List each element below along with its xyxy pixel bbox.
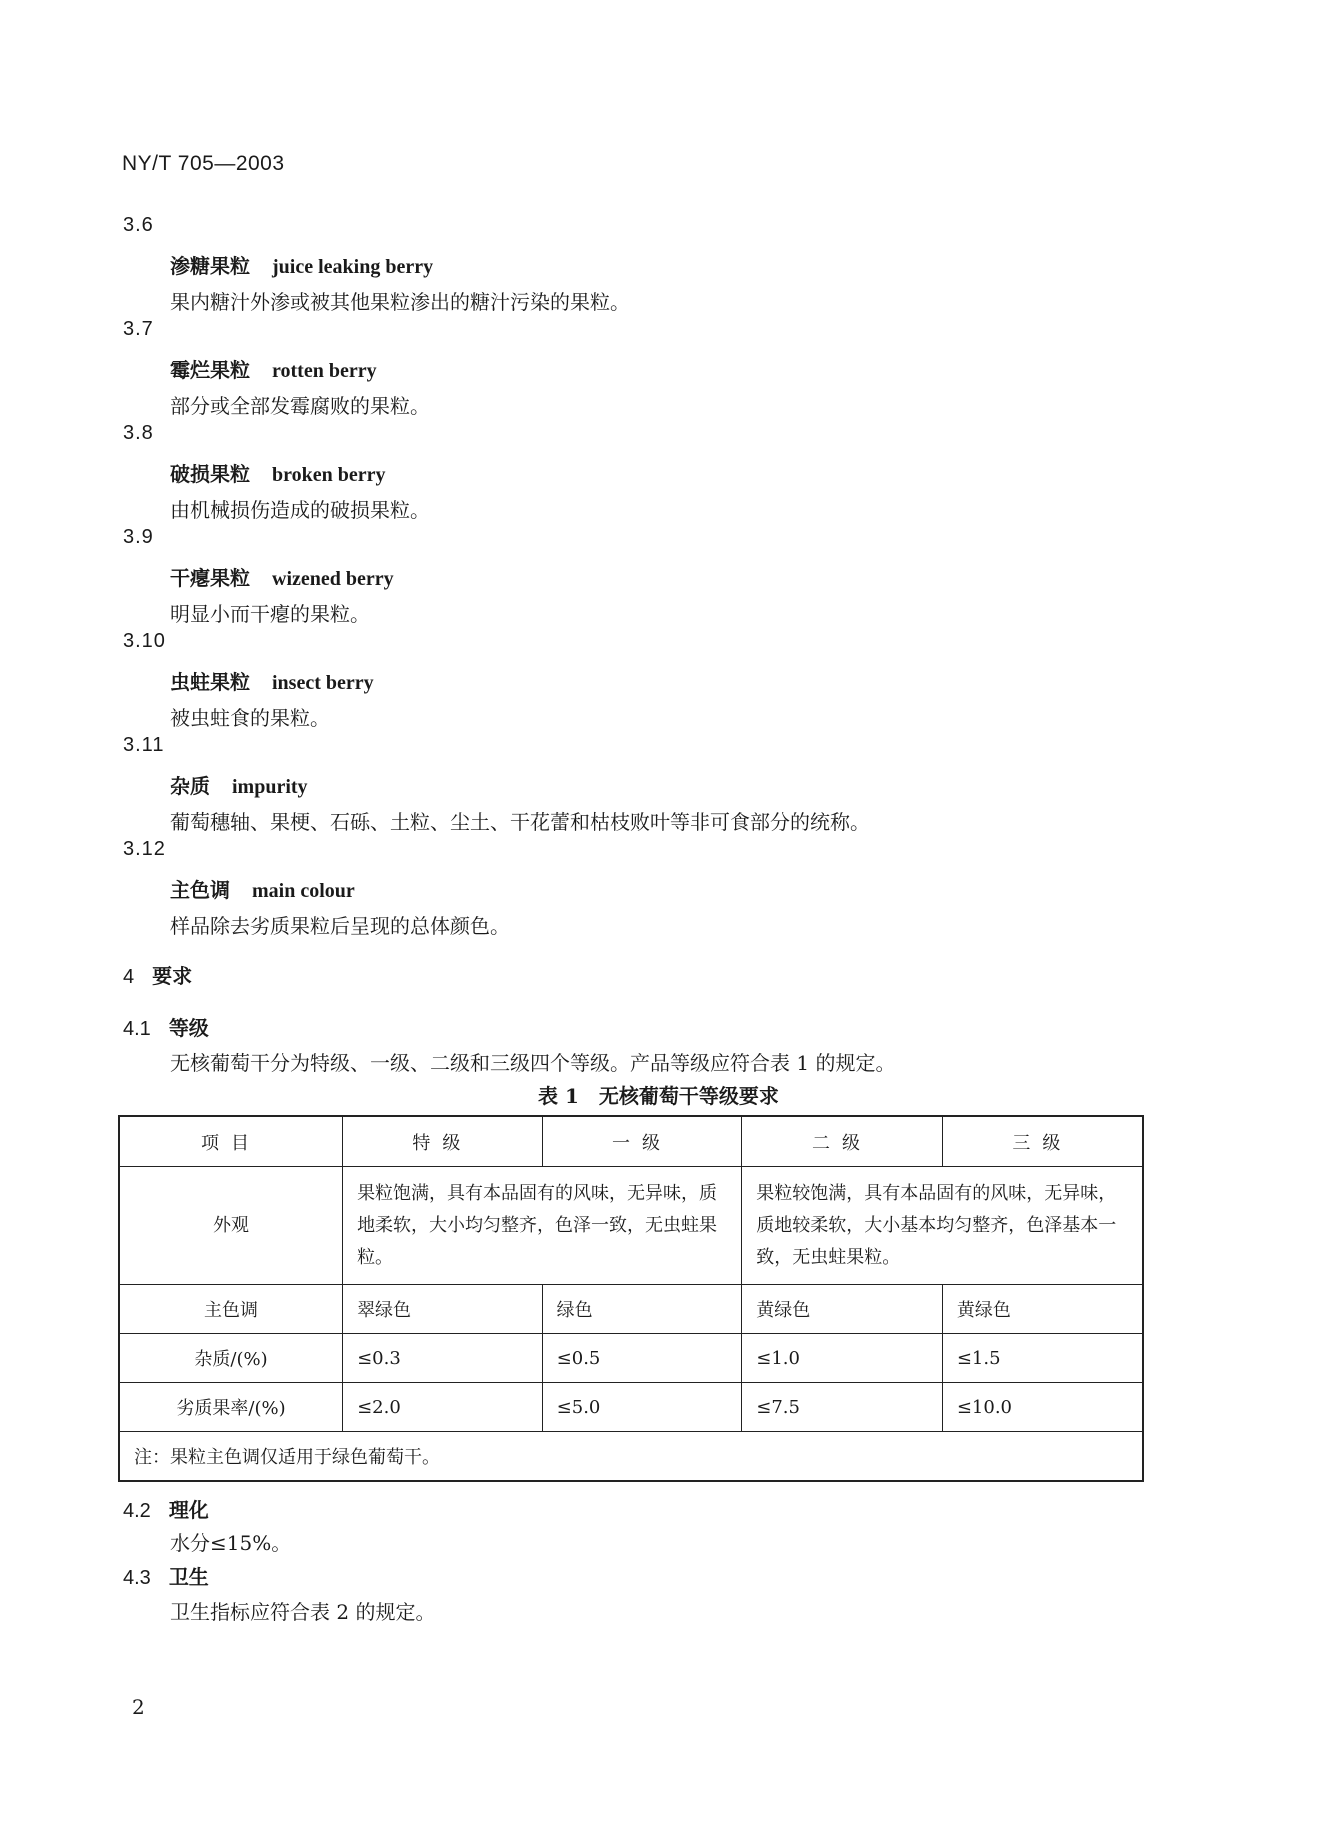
clause-number: 3.10 — [123, 630, 166, 652]
row-label: 主色调 — [119, 1285, 343, 1334]
table-cell: ≤10.0 — [942, 1383, 1143, 1432]
subsection-number: 4.1 — [123, 1018, 151, 1040]
subsection-title: 理化 — [168, 1498, 209, 1522]
table-caption: 表 1 无核葡萄干等级要求 — [538, 1084, 779, 1108]
term-en: rotten berry — [272, 360, 377, 382]
term-heading — [170, 458, 386, 487]
term-zh: 杂质 — [170, 774, 210, 798]
term-en: wizened berry — [272, 568, 394, 590]
term-definition: 果内糖汁外渗或被其他果粒渗出的糖汁污染的果粒。 — [170, 290, 630, 314]
page-number: 2 — [132, 1695, 145, 1719]
term-en: impurity — [232, 776, 308, 798]
table-cell: 果粒较饱满，具有本品固有的风味，无异味，质地较柔软，大小基本均匀整齐，色泽基本一致，无虫蛀果粒。 — [742, 1167, 1143, 1285]
grade-table — [118, 1115, 1144, 1482]
subsection-heading — [123, 1494, 209, 1523]
term-en: main colour — [252, 880, 355, 902]
header-cell: 项目 — [119, 1116, 343, 1167]
header-cell: 三级 — [942, 1116, 1143, 1167]
table-cell: ≤1.0 — [742, 1334, 943, 1383]
subsection-title: 卫生 — [168, 1565, 209, 1589]
subsection-text: 水分≤15%。 — [170, 1531, 292, 1555]
term-definition: 葡萄穗轴、果梗、石砾、土粒、尘土、干花蕾和枯枝败叶等非可食部分的统称。 — [170, 810, 870, 834]
term-definition: 部分或全部发霉腐败的果粒。 — [170, 394, 430, 418]
table-note: 注：果粒主色调仅适用于绿色葡萄干。 — [119, 1432, 1143, 1482]
term-zh: 渗糖果粒 — [170, 254, 250, 278]
table-row — [119, 1285, 1143, 1334]
table-cell: 黄绿色 — [742, 1285, 943, 1334]
clause-number: 3.11 — [123, 734, 165, 756]
subsection-number: 4.3 — [123, 1567, 151, 1589]
table-cell: ≤7.5 — [742, 1383, 943, 1432]
header-cell: 二级 — [742, 1116, 943, 1167]
header-cell: 特级 — [343, 1116, 543, 1167]
section-heading — [123, 960, 192, 989]
table-cell: ≤0.3 — [343, 1334, 543, 1383]
term-en: insect berry — [272, 672, 374, 694]
table-cell: 翠绿色 — [343, 1285, 543, 1334]
row-label: 外观 — [119, 1167, 343, 1285]
term-en: broken berry — [272, 464, 386, 486]
clause-number: 3.9 — [123, 526, 154, 548]
row-label: 杂质/(%) — [119, 1334, 343, 1383]
clause-number: 3.12 — [123, 838, 166, 860]
term-definition: 由机械损伤造成的破损果粒。 — [170, 498, 430, 522]
table-cell: ≤2.0 — [343, 1383, 543, 1432]
table-row — [119, 1167, 1143, 1285]
subsection-number: 4.2 — [123, 1500, 151, 1522]
subsection-text: 无核葡萄干分为特级、一级、二级和三级四个等级。产品等级应符合表 1 的规定。 — [170, 1051, 896, 1075]
term-heading — [170, 770, 308, 799]
table-cell: 绿色 — [542, 1285, 742, 1334]
term-heading — [170, 250, 433, 279]
term-zh: 霉烂果粒 — [170, 358, 250, 382]
term-zh: 干瘪果粒 — [170, 566, 250, 590]
table-row — [119, 1383, 1143, 1432]
section-title: 要求 — [152, 964, 193, 988]
term-definition: 明显小而干瘪的果粒。 — [170, 602, 370, 626]
term-definition: 被虫蛀食的果粒。 — [170, 706, 330, 730]
term-zh: 主色调 — [170, 878, 230, 902]
standard-code: NY/T 705—2003 — [122, 152, 285, 175]
term-heading — [170, 874, 355, 903]
table-note-row — [119, 1432, 1143, 1482]
row-label: 劣质果率/(%) — [119, 1383, 343, 1432]
subsection-heading — [123, 1012, 209, 1041]
table-cell: ≤0.5 — [542, 1334, 742, 1383]
term-zh: 破损果粒 — [170, 462, 250, 486]
clause-number: 3.6 — [123, 214, 154, 236]
table-cell: ≤1.5 — [942, 1334, 1143, 1383]
term-heading — [170, 354, 377, 383]
subsection-text: 卫生指标应符合表 2 的规定。 — [170, 1600, 436, 1624]
subsection-heading — [123, 1561, 209, 1590]
section-number: 4 — [123, 966, 135, 988]
clause-number: 3.8 — [123, 422, 154, 444]
term-heading — [170, 562, 394, 591]
subsection-title: 等级 — [168, 1016, 209, 1040]
term-definition: 样品除去劣质果粒后呈现的总体颜色。 — [170, 914, 510, 938]
term-heading — [170, 666, 374, 695]
table-row — [119, 1334, 1143, 1383]
table-cell: 果粒饱满，具有本品固有的风味，无异味，质地柔软，大小均匀整齐，色泽一致，无虫蛀果粒。 — [343, 1167, 742, 1285]
term-en: juice leaking berry — [272, 256, 434, 278]
table-cell: ≤5.0 — [542, 1383, 742, 1432]
header-cell: 一级 — [542, 1116, 742, 1167]
table-header-row — [119, 1116, 1143, 1167]
clause-number: 3.7 — [123, 318, 154, 340]
term-zh: 虫蛀果粒 — [170, 670, 250, 694]
table-cell: 黄绿色 — [942, 1285, 1143, 1334]
